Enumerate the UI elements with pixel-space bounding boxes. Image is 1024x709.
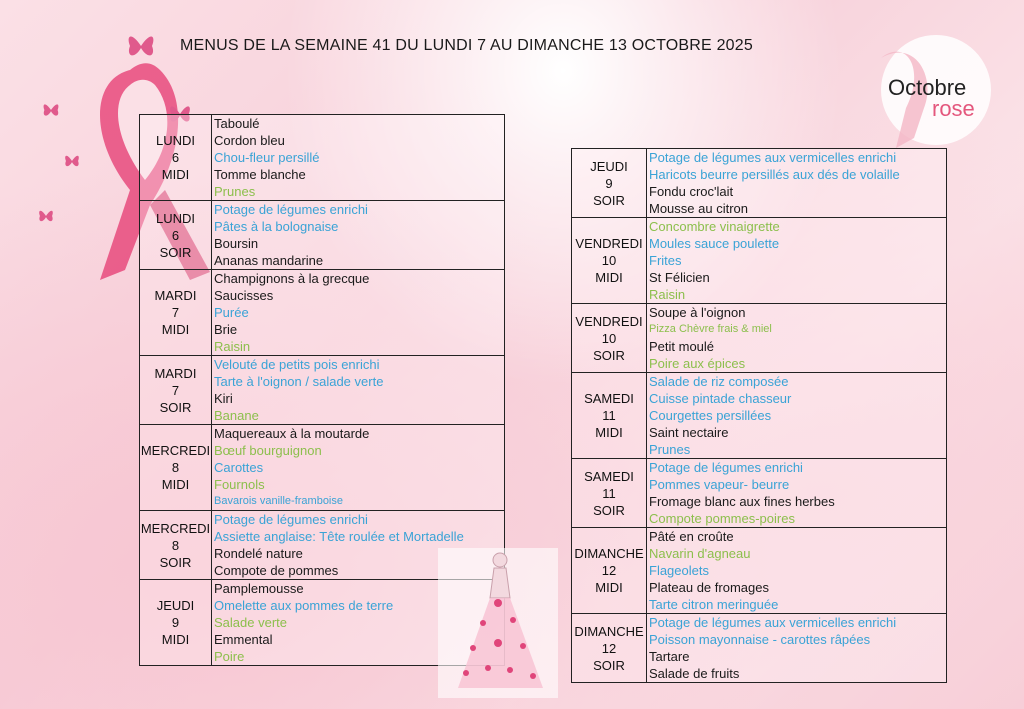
dish-item: Brie	[214, 322, 238, 337]
dishes-cell	[647, 614, 947, 683]
dish-item: Navarin d'agneau	[649, 546, 751, 561]
dish-item: Purée	[214, 305, 249, 320]
dish-item: Saint nectaire	[649, 425, 729, 440]
day-number: 8	[171, 460, 180, 475]
menu-block-row	[572, 373, 947, 459]
day-number: 12	[601, 563, 617, 578]
dish-item: Fournols	[214, 477, 265, 492]
dish-item: Banane	[214, 408, 259, 423]
dish-item: Poire	[214, 649, 245, 664]
dish-item: Soupe à l'oignon	[649, 305, 746, 320]
meal-time: SOIR	[159, 554, 192, 570]
dish-item: Pâté en croûte	[649, 529, 734, 544]
dish-item: Potage de légumes enrichi	[649, 460, 803, 475]
day-number: 6	[171, 150, 180, 165]
dish-item: Mousse au citron	[649, 201, 748, 216]
day-name: LUNDI	[155, 133, 195, 148]
dish-item: Taboulé	[214, 116, 260, 131]
dishes-cell	[647, 373, 947, 459]
dish-item: Salade verte	[214, 615, 287, 630]
day-number: 11	[602, 485, 616, 501]
dish-item: Potage de légumes enrichi	[214, 202, 368, 217]
day-name: LUNDI	[155, 210, 195, 226]
dish-item: Flageolets	[649, 563, 709, 578]
butterfly-icon	[40, 98, 62, 122]
dish-item: Tarte à l'oignon / salade verte	[214, 374, 384, 389]
day-number: 7	[171, 382, 180, 398]
dish-item: Raisin	[214, 339, 251, 354]
menu-block-row	[572, 149, 947, 218]
meal-time: MIDI	[595, 580, 623, 595]
dish-item: Haricots beurre persillés aux dés de volaille	[649, 167, 900, 182]
meal-time: SOIR	[593, 502, 625, 518]
menu-block-row	[572, 459, 947, 528]
day-number: 9	[605, 175, 613, 191]
day-name: SAMEDI	[584, 391, 634, 406]
day-cell	[140, 115, 212, 201]
dish-item: Concombre vinaigrette	[649, 219, 780, 234]
dish-item: Assiette anglaise: Tête roulée et Mortadelle	[214, 529, 464, 544]
dish-item: Plateau de fromages	[649, 580, 769, 595]
menu-block-row	[140, 115, 505, 201]
day-cell	[140, 356, 212, 425]
meal-time: MIDI	[161, 167, 190, 182]
day-name: VENDREDI	[575, 313, 643, 329]
dish-item: Tartare	[649, 649, 690, 664]
menu-block-row	[572, 218, 947, 304]
dish-item: Prunes	[214, 184, 256, 199]
day-name: JEUDI	[156, 598, 195, 613]
day-cell	[572, 149, 647, 218]
dish-item: Compote pommes-poires	[649, 511, 795, 526]
dish-item: Chou-fleur persillé	[214, 150, 320, 165]
dish-item: Salade de fruits	[649, 666, 740, 681]
dish-item: Kiri	[214, 391, 233, 406]
dish-item: Potage de légumes aux vermicelles enrichi	[649, 150, 897, 165]
day-name: DIMANCHE	[574, 546, 644, 561]
dish-item: Frites	[649, 253, 682, 268]
day-number: 10	[601, 330, 617, 346]
menu-block-row	[140, 356, 505, 425]
day-number: 6	[171, 227, 180, 243]
day-cell	[572, 459, 647, 528]
logo-text-rose: rose	[932, 96, 975, 121]
meal-time: MIDI	[595, 270, 623, 285]
butterfly-icon	[36, 205, 56, 227]
dish-item: Prunes	[649, 442, 691, 457]
dish-item: Maquereaux à la moutarde	[214, 426, 370, 441]
day-number: 11	[602, 408, 616, 423]
day-cell	[572, 218, 647, 304]
dish-item: Omelette aux pommes de terre	[214, 598, 394, 613]
day-cell	[140, 270, 212, 356]
dish-item: Compote de pommes	[214, 563, 339, 578]
dish-item: Raisin	[649, 287, 686, 302]
day-name: DIMANCHE	[574, 623, 644, 639]
meal-time: MIDI	[161, 477, 190, 492]
dish-item: Tomme blanche	[214, 167, 306, 182]
day-cell	[572, 614, 647, 683]
menu-block-row	[572, 304, 947, 373]
menu-table-right	[571, 148, 947, 683]
dishes-cell	[647, 149, 947, 218]
menu-block-row	[572, 614, 947, 683]
day-cell	[140, 201, 212, 270]
day-number: 12	[601, 640, 617, 656]
dishes-cell	[212, 201, 505, 270]
day-name: MERCREDI	[140, 443, 211, 458]
day-name: SAMEDI	[584, 468, 634, 484]
day-number: 7	[171, 305, 180, 320]
dish-item: Saucisses	[214, 288, 274, 303]
dishes-cell	[647, 528, 947, 614]
dish-item: Tarte citron meringuée	[649, 597, 779, 612]
dish-item: Carottes	[214, 460, 264, 475]
dish-item: Ananas mandarine	[214, 253, 324, 268]
meal-time: MIDI	[161, 322, 190, 337]
day-name: MARDI	[154, 288, 197, 303]
day-cell	[572, 304, 647, 373]
meal-time: SOIR	[159, 399, 192, 415]
day-cell	[572, 373, 647, 459]
meal-time: SOIR	[159, 244, 192, 260]
menu-block-row	[140, 425, 505, 511]
dishes-cell	[647, 304, 947, 373]
dishes-cell	[212, 270, 505, 356]
butterfly-icon	[62, 150, 82, 172]
meal-time: SOIR	[593, 192, 625, 208]
meal-time: SOIR	[593, 657, 625, 673]
menu-block-row	[140, 270, 505, 356]
logo-text-octobre: Octobre	[888, 75, 967, 100]
day-name: MARDI	[154, 365, 197, 381]
day-number: 8	[171, 537, 180, 553]
dish-item: Rondelé nature	[214, 546, 303, 561]
dish-item: Fromage blanc aux fines herbes	[649, 494, 835, 509]
butterfly-icon	[126, 26, 156, 66]
dish-item: St Félicien	[649, 270, 710, 285]
day-cell	[140, 580, 212, 666]
meal-time: SOIR	[593, 347, 625, 363]
dish-item: Poire aux épices	[649, 356, 746, 371]
day-name: VENDREDI	[575, 236, 643, 251]
dish-item: Potage de légumes aux vermicelles enrichi	[649, 615, 897, 630]
dish-item: Fondu croc'lait	[649, 184, 734, 199]
dish-item: Courgettes persillées	[649, 408, 772, 423]
day-number: 10	[601, 253, 617, 268]
dish-item: Potage de légumes enrichi	[214, 512, 368, 527]
meal-time: MIDI	[161, 632, 190, 647]
page-title: MENUS DE LA SEMAINE 41 DU LUNDI 7 AU DIMANCHE 13 OCTOBRE 2025	[180, 37, 753, 54]
dishes-cell	[647, 459, 947, 528]
dish-item: Pâtes à la bolognaise	[214, 219, 339, 234]
dish-item: Velouté de petits pois enrichi	[214, 357, 380, 372]
menu-block-row	[140, 201, 505, 270]
flower-dress-illustration	[438, 548, 558, 698]
dishes-cell	[647, 218, 947, 304]
dish-item: Emmental	[214, 632, 273, 647]
dishes-cell	[212, 115, 505, 201]
day-name: MERCREDI	[140, 520, 211, 536]
day-cell	[572, 528, 647, 614]
day-number: 9	[171, 615, 180, 630]
dishes-cell	[212, 425, 505, 511]
dish-item: Cordon bleu	[214, 133, 285, 148]
day-name: JEUDI	[590, 158, 628, 174]
dish-item: Bœuf bourguignon	[214, 443, 322, 458]
day-cell	[140, 425, 212, 511]
dishes-cell	[212, 356, 505, 425]
day-cell	[140, 511, 212, 580]
dish-item: Moules sauce poulette	[649, 236, 780, 251]
dish-item: Poisson mayonnaise - carottes râpées	[649, 632, 871, 647]
dish-item: Petit moulé	[649, 339, 715, 354]
menu-block-row	[572, 528, 947, 614]
dish-item: Pamplemousse	[214, 581, 304, 596]
meal-time: MIDI	[595, 425, 623, 440]
dish-item: Salade de riz composée	[649, 374, 789, 389]
dish-item: Pommes vapeur- beurre	[649, 477, 790, 492]
dish-item: Pizza Chèvre frais & miel	[649, 323, 772, 335]
dish-item: Cuisse pintade chasseur	[649, 391, 792, 406]
dish-item: Champignons à la grecque	[214, 271, 370, 286]
dish-item: Boursin	[214, 236, 259, 251]
dish-item: Bavarois vanille-framboise	[214, 495, 343, 507]
